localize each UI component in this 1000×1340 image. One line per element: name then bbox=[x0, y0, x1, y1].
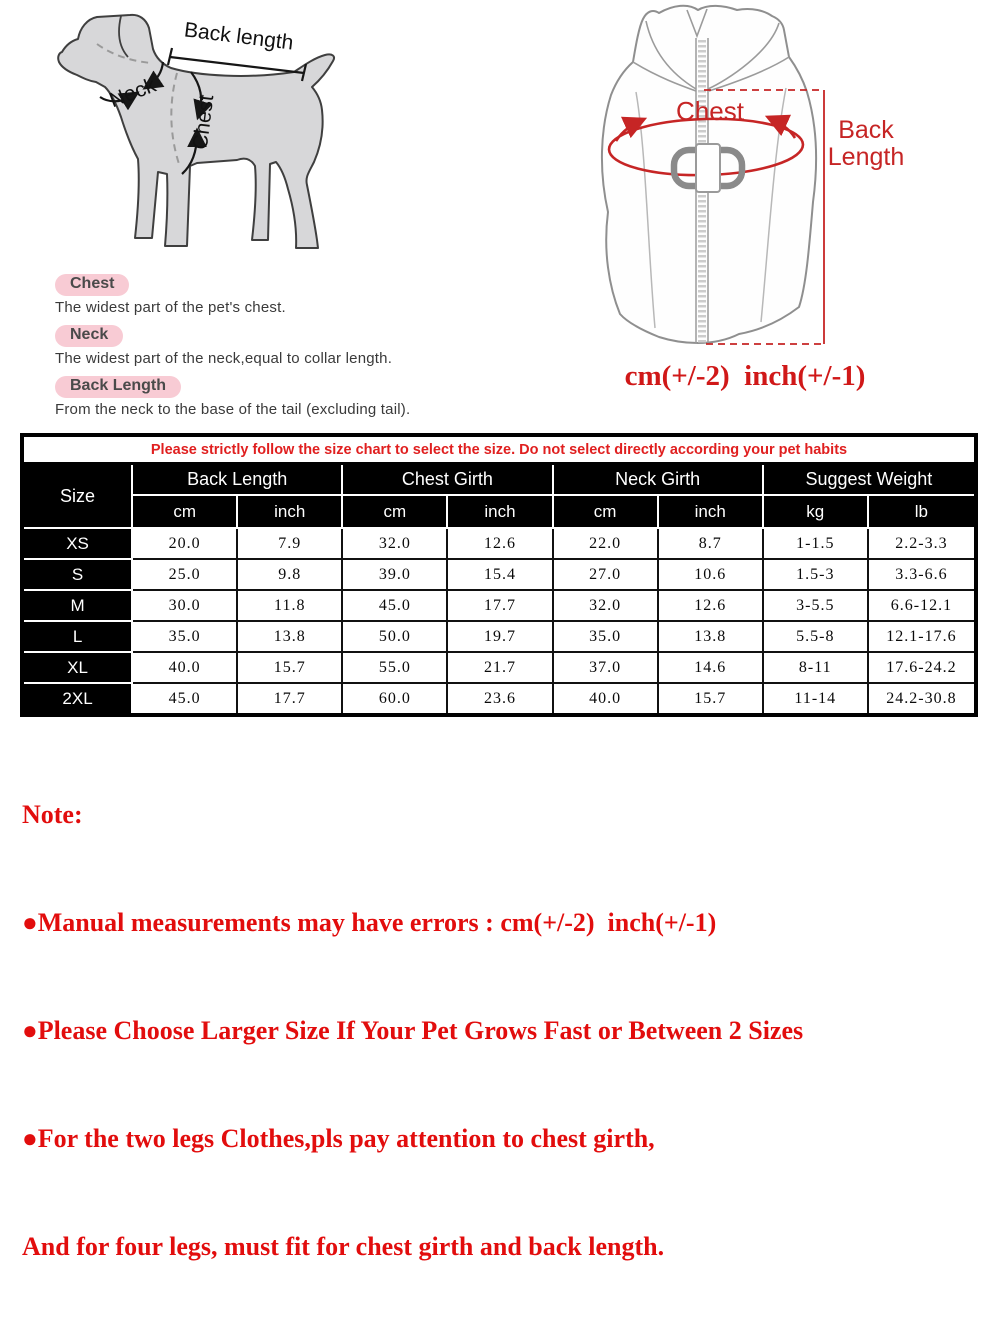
value-cell: 2.2-3.3 bbox=[869, 529, 974, 560]
vest-back-length-label-line1: Back bbox=[838, 116, 894, 144]
unit-header: cm bbox=[343, 496, 448, 529]
table-row-xs bbox=[24, 529, 974, 560]
value-cell: 1-1.5 bbox=[764, 529, 869, 560]
unit-header: inch bbox=[659, 496, 764, 529]
size-chart-warning: Please strictly follow the size chart to select the size. Do not select directly according your pet habits bbox=[24, 437, 974, 465]
back-length-term-description: From the neck to the base of the tail (excluding tail). bbox=[55, 401, 411, 418]
value-cell: 40.0 bbox=[554, 684, 659, 713]
unit-header: kg bbox=[764, 496, 869, 529]
unit-header: cm bbox=[133, 496, 238, 529]
table-row-2xl bbox=[24, 684, 974, 713]
size-cell: XS bbox=[24, 529, 133, 560]
value-cell: 19.7 bbox=[448, 622, 553, 653]
table-row-xl bbox=[24, 653, 974, 684]
value-cell: 3-5.5 bbox=[764, 591, 869, 622]
value-cell: 20.0 bbox=[133, 529, 238, 560]
value-cell: 9.8 bbox=[238, 560, 343, 591]
value-cell: 13.8 bbox=[238, 622, 343, 653]
value-cell: 6.6-12.1 bbox=[869, 591, 974, 622]
value-cell: 23.6 bbox=[448, 684, 553, 713]
tolerance-note: cm(+/-2) inch(+/-1) bbox=[624, 360, 866, 392]
value-cell: 45.0 bbox=[133, 684, 238, 713]
value-cell: 11-14 bbox=[764, 684, 869, 713]
value-cell: 10.6 bbox=[659, 560, 764, 591]
definition-neck bbox=[55, 325, 392, 367]
notes-section bbox=[22, 740, 803, 1340]
size-cell: L bbox=[24, 622, 133, 653]
value-cell: 12.6 bbox=[659, 591, 764, 622]
value-cell: 39.0 bbox=[343, 560, 448, 591]
value-cell: 35.0 bbox=[554, 622, 659, 653]
value-cell: 45.0 bbox=[343, 591, 448, 622]
value-cell: 5.5-8 bbox=[764, 622, 869, 653]
size-cell: M bbox=[24, 591, 133, 622]
table-row-m bbox=[24, 591, 974, 622]
unit-header: lb bbox=[869, 496, 974, 529]
neck-girth-group-header: Neck Girth bbox=[554, 465, 764, 496]
value-cell: 7.9 bbox=[238, 529, 343, 560]
vest-measurement-diagram bbox=[580, 0, 1000, 350]
note-line: And for four legs, must fit for chest girth and back length. bbox=[22, 1232, 665, 1261]
warning-row bbox=[24, 437, 974, 465]
definition-chest bbox=[55, 274, 286, 316]
value-cell: 8.7 bbox=[659, 529, 764, 560]
value-cell: 13.8 bbox=[659, 622, 764, 653]
dog-neck-label: Neck bbox=[106, 73, 160, 113]
dog-chest-label: Chest bbox=[188, 93, 219, 151]
value-cell: 25.0 bbox=[133, 560, 238, 591]
neck-term-pill: Neck bbox=[55, 325, 123, 347]
neck-term-description: The widest part of the neck,equal to collar length. bbox=[55, 350, 393, 367]
value-cell: 12.6 bbox=[448, 529, 553, 560]
value-cell: 15.7 bbox=[238, 653, 343, 684]
value-cell: 40.0 bbox=[133, 653, 238, 684]
size-cell: XL bbox=[24, 653, 133, 684]
value-cell: 15.4 bbox=[448, 560, 553, 591]
value-cell: 35.0 bbox=[133, 622, 238, 653]
value-cell: 32.0 bbox=[554, 591, 659, 622]
note-line: ●Manual measurements may have errors : cm(+/-2) inch(+/-1) bbox=[22, 908, 717, 937]
value-cell: 55.0 bbox=[343, 653, 448, 684]
value-cell: 15.7 bbox=[659, 684, 764, 713]
chest-term-description: The widest part of the pet's chest. bbox=[55, 299, 286, 316]
size-cell: 2XL bbox=[24, 684, 133, 713]
value-cell: 3.3-6.6 bbox=[869, 560, 974, 591]
table-row-s bbox=[24, 560, 974, 591]
header-group-row bbox=[24, 465, 974, 496]
size-cell: S bbox=[24, 560, 133, 591]
note-line: ●Please Choose Larger Size If Your Pet Grows Fast or Between 2 Sizes bbox=[22, 1016, 804, 1045]
value-cell: 17.7 bbox=[238, 684, 343, 713]
value-cell: 12.1-17.6 bbox=[869, 622, 974, 653]
unit-header: cm bbox=[554, 496, 659, 529]
value-cell: 32.0 bbox=[343, 529, 448, 560]
size-chart-table bbox=[20, 433, 978, 717]
size-column-header: Size bbox=[24, 465, 133, 529]
unit-header: inch bbox=[238, 496, 343, 529]
back-length-group-header: Back Length bbox=[133, 465, 343, 496]
dog-measurement-diagram bbox=[25, 0, 375, 275]
suggest-weight-group-header: Suggest Weight bbox=[764, 465, 974, 496]
value-cell: 24.2-30.8 bbox=[869, 684, 974, 713]
value-cell: 22.0 bbox=[554, 529, 659, 560]
value-cell: 37.0 bbox=[554, 653, 659, 684]
value-cell: 17.6-24.2 bbox=[869, 653, 974, 684]
value-cell: 21.7 bbox=[448, 653, 553, 684]
dog-back-length-label: Back length bbox=[182, 18, 295, 55]
value-cell: 11.8 bbox=[238, 591, 343, 622]
value-cell: 17.7 bbox=[448, 591, 553, 622]
value-cell: 30.0 bbox=[133, 591, 238, 622]
value-cell: 50.0 bbox=[343, 622, 448, 653]
table-row-l bbox=[24, 622, 974, 653]
chest-term-pill: Chest bbox=[55, 274, 129, 296]
chest-girth-group-header: Chest Girth bbox=[343, 465, 553, 496]
value-cell: 1.5-3 bbox=[764, 560, 869, 591]
definition-back-length bbox=[55, 376, 410, 418]
vest-back-length-label-line2: Length bbox=[827, 143, 905, 171]
back-length-term-pill: Back Length bbox=[55, 376, 181, 398]
header-unit-row bbox=[24, 496, 974, 529]
vest-chest-label: Chest bbox=[676, 96, 744, 126]
note-line: ●For the two legs Clothes,pls pay attention to chest girth, bbox=[22, 1124, 655, 1153]
value-cell: 60.0 bbox=[343, 684, 448, 713]
value-cell: 27.0 bbox=[554, 560, 659, 591]
value-cell: 8-11 bbox=[764, 653, 869, 684]
unit-header: inch bbox=[448, 496, 553, 529]
notes-title: Note: bbox=[22, 800, 83, 829]
value-cell: 14.6 bbox=[659, 653, 764, 684]
